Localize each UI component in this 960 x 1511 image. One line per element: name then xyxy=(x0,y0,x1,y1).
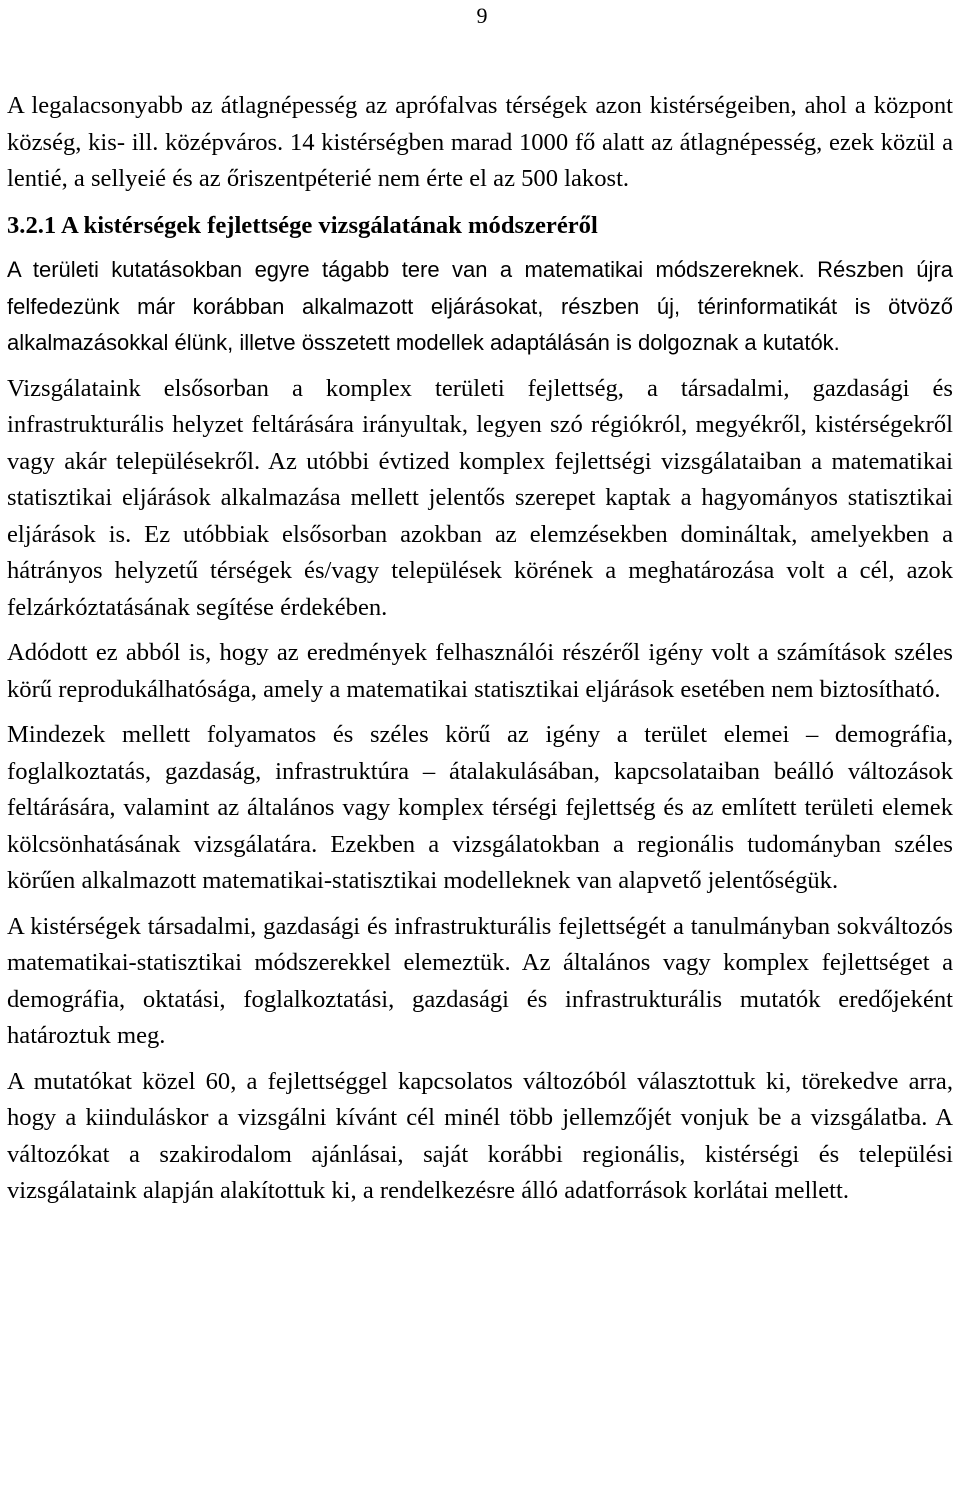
paragraph: A területi kutatásokban egyre tágabb tere van a matematikai módszereknek. Részben újra felfedezünk már korábban alkalmazott eljárásokat, részben új, térinformatikát is ötvöző alkalmazásokkal élünk, illetve összetett modellek adaptálásán is dolgoznak a kutatók. xyxy=(7,257,953,355)
paragraph: A kistérségek társadalmi, gazdasági és infrastrukturális fejlettségét a tanulmányban sokváltozós matematikai-statisztikai módszerekkel elemeztük. Az általános vagy komplex fejlettséget a demográfia, oktatási, foglalkoztatási, gazdasági és infrastrukturális mutatók eredőjeként határoztuk meg. xyxy=(7,912,953,1049)
paragraph: Mindezek mellett folyamatos és széles körű az igény a terület elemei – demográfia, foglalkoztatás, gazdaság, infrastruktúra – átalakulásában, kapcsolataiban beálló változások feltárására, valamint az általános vagy komplex térségi fejlettség és az említett területi elemek kölcsönhatásának vizsgálatára. Ezekben a vizsgálatokban a regionális tudományban széles körűen alkalmazott matematikai-statisztikai modelleknek van alapvető jelentőségük. xyxy=(7,721,953,894)
paragraph: A legalacsonyabb az átlagnépesség az aprófalvas térségek azon kistérségeiben, ahol a központ község, kis- ill. középváros. 14 kistérségben marad 1000 fő alatt az átlagnépesség, ezek közül a lentié, a sellyeié és az őriszentpéterié nem érte el az 500 lakost. xyxy=(7,92,953,192)
page-number: 9 xyxy=(476,3,488,28)
paragraph: Adódott ez abból is, hogy az eredmények felhasználói részéről igény volt a számítások széles körű reprodukálhatósága, amely a matematikai statisztikai eljárások esetében nem biztosítható. xyxy=(7,639,953,703)
section-heading: 3.2.1 A kistérségek fejlettsége vizsgálatának módszeréről xyxy=(7,211,598,239)
paragraph: A mutatókat közel 60, a fejlettséggel kapcsolatos változóból választottuk ki, törekedve arra, hogy a kiinduláskor a vizsgálni kívánt cél minél több jellemzőjét vonjuk be a vizsgálatba. A változókat a szakirodalom ajánlásai, saját korábbi regionális, kistérségi és települési vizsgálataink alapján alakítottuk ki, a rendelkezésre álló adatforrások korlátai mellett. xyxy=(7,1067,953,1204)
paragraph: Vizsgálataink elsősorban a komplex területi fejlettség, a társadalmi, gazdasági és infrastrukturális helyzet feltárására irányultak, legyen szó régiókról, megyékről, kistérségekről vagy akár településekről. Az utóbbi évtized komplex fejlettségi vizsgálataiban a matematikai statisztikai eljárások alkalmazása mellett jelentős szerepet kaptak a hagyományos statisztikai eljárások is. Ez utóbbiak elsősorban azokban az elemzésekben domináltak, amelyekben a hátrányos helyzetű térségek és/vagy települések körének a meghatározása volt a cél, azok felzárkóztatásának segítése érdekében. xyxy=(7,374,953,621)
document-body xyxy=(7,88,953,1210)
